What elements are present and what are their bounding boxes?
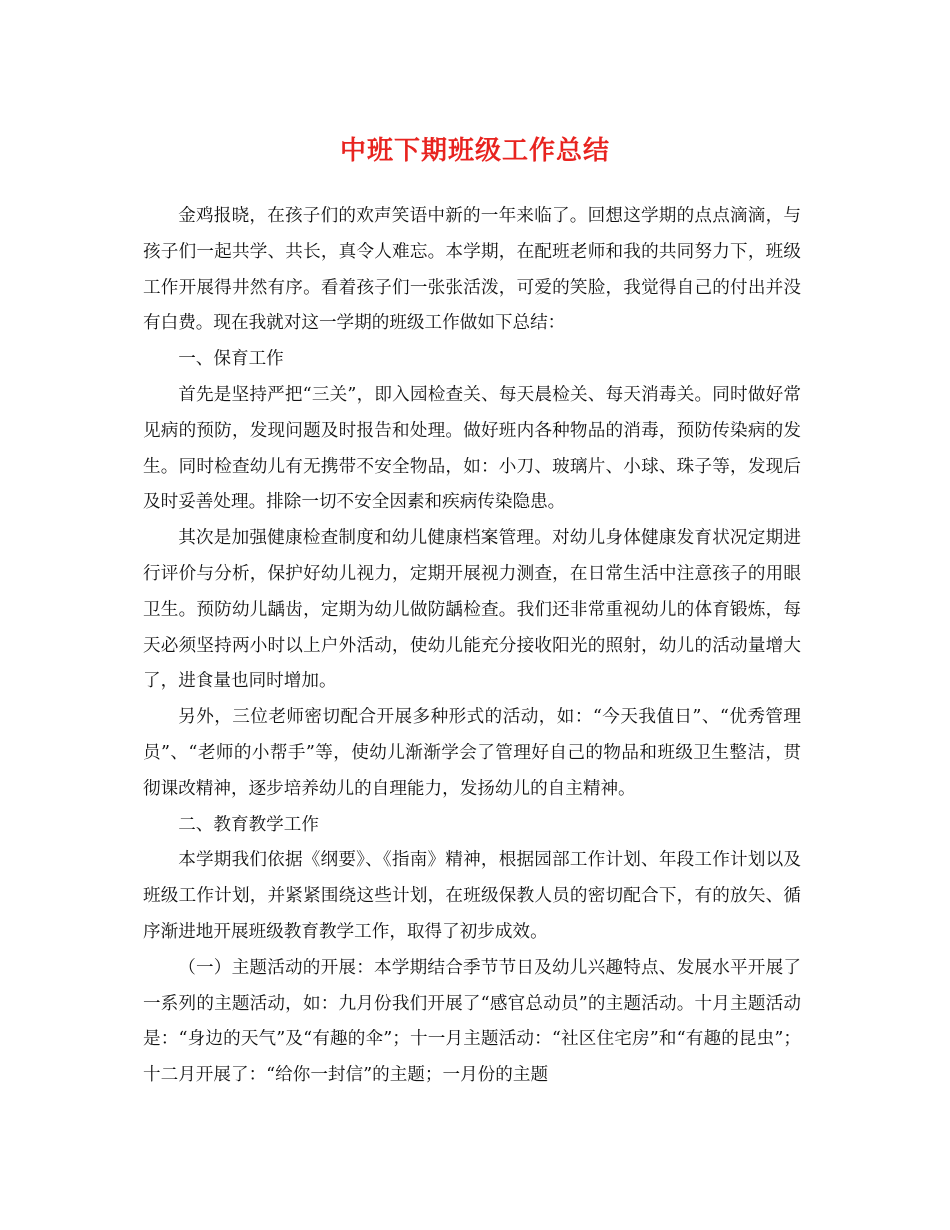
section-heading-care: 一、保育工作 (178, 349, 284, 370)
document-title: 中班下期班级工作总结 (339, 136, 610, 166)
paragraph-care-first: 首先是坚持严把“三关”，即入园检查关、每天晨检关、每天消毒关。同时做好常见病的预防，发现问题及时报告和处理。做好班内各种物品的消毒，预防传染病的发生。同时检查幼儿有无携带不安全物品，如：小刀、玻璃片、小球、珠子等，发现后及时妥善处理。排除一切不安全因素和疾病传染隐患。 (143, 384, 801, 513)
section-heading-teaching: 二、教育教学工作 (178, 814, 319, 835)
paragraph-theme-activities: （一）主题活动的开展：本学期结合季节节日及幼儿兴趣特点、发展水平开展了一系列的主题活动，如：九月份我们开展了“感官总动员”的主题活动。十月主题活动是：“身边的天气”及“有趣的伞”；十一月主题活动：“社区住宅房”和“有趣的昆虫”；十二月开展了：“给你一封信”的主题；一月份的主题 (143, 957, 801, 1086)
paragraph-care-third: 另外，三位老师密切配合开展多种形式的活动，如：“今天我值日”、“优秀管理员”、“老师的小帮手”等，使幼儿渐渐学会了管理好自己的物品和班级卫生整洁，贯彻课改精神，逐步培养幼儿的自理能力，发扬幼儿的自主精神。 (143, 707, 801, 799)
paragraph-intro: 金鸡报晓，在孩子们的欢声笑语中新的一年来临了。回想这学期的点点滴滴，与孩子们一起共学、共长，真令人难忘。本学期，在配班老师和我的共同努力下，班级工作开展得井然有序。看着孩子们一张张活泼，可爱的笑脸，我觉得自己的付出并没有白费。现在我就对这一学期的班级工作做如下总结： (143, 206, 801, 334)
paragraph-teaching-intro: 本学期我们依据《纲要》、《指南》精神，根据园部工作计划、年段工作计划以及班级工作计划，并紧紧围绕这些计划，在班级保教人员的密切配合下，有的放矢、循序渐进地开展班级教育教学工作，取得了初步成效。 (143, 850, 801, 942)
document-body (143, 199, 801, 1094)
paragraph-care-second: 其次是加强健康检查制度和幼儿健康档案管理。对幼儿身体健康发育状况定期进行评价与分析，保护好幼儿视力，定期开展视力测查，在日常生活中注意孩子的用眼卫生。预防幼儿龋齿，定期为幼儿做防龋检查。我们还非常重视幼儿的体育锻炼，每天必须坚持两小时以上户外活动，使幼儿能充分接收阳光的照射，幼儿的活动量增大了，进食量也同时增加。 (143, 528, 801, 692)
